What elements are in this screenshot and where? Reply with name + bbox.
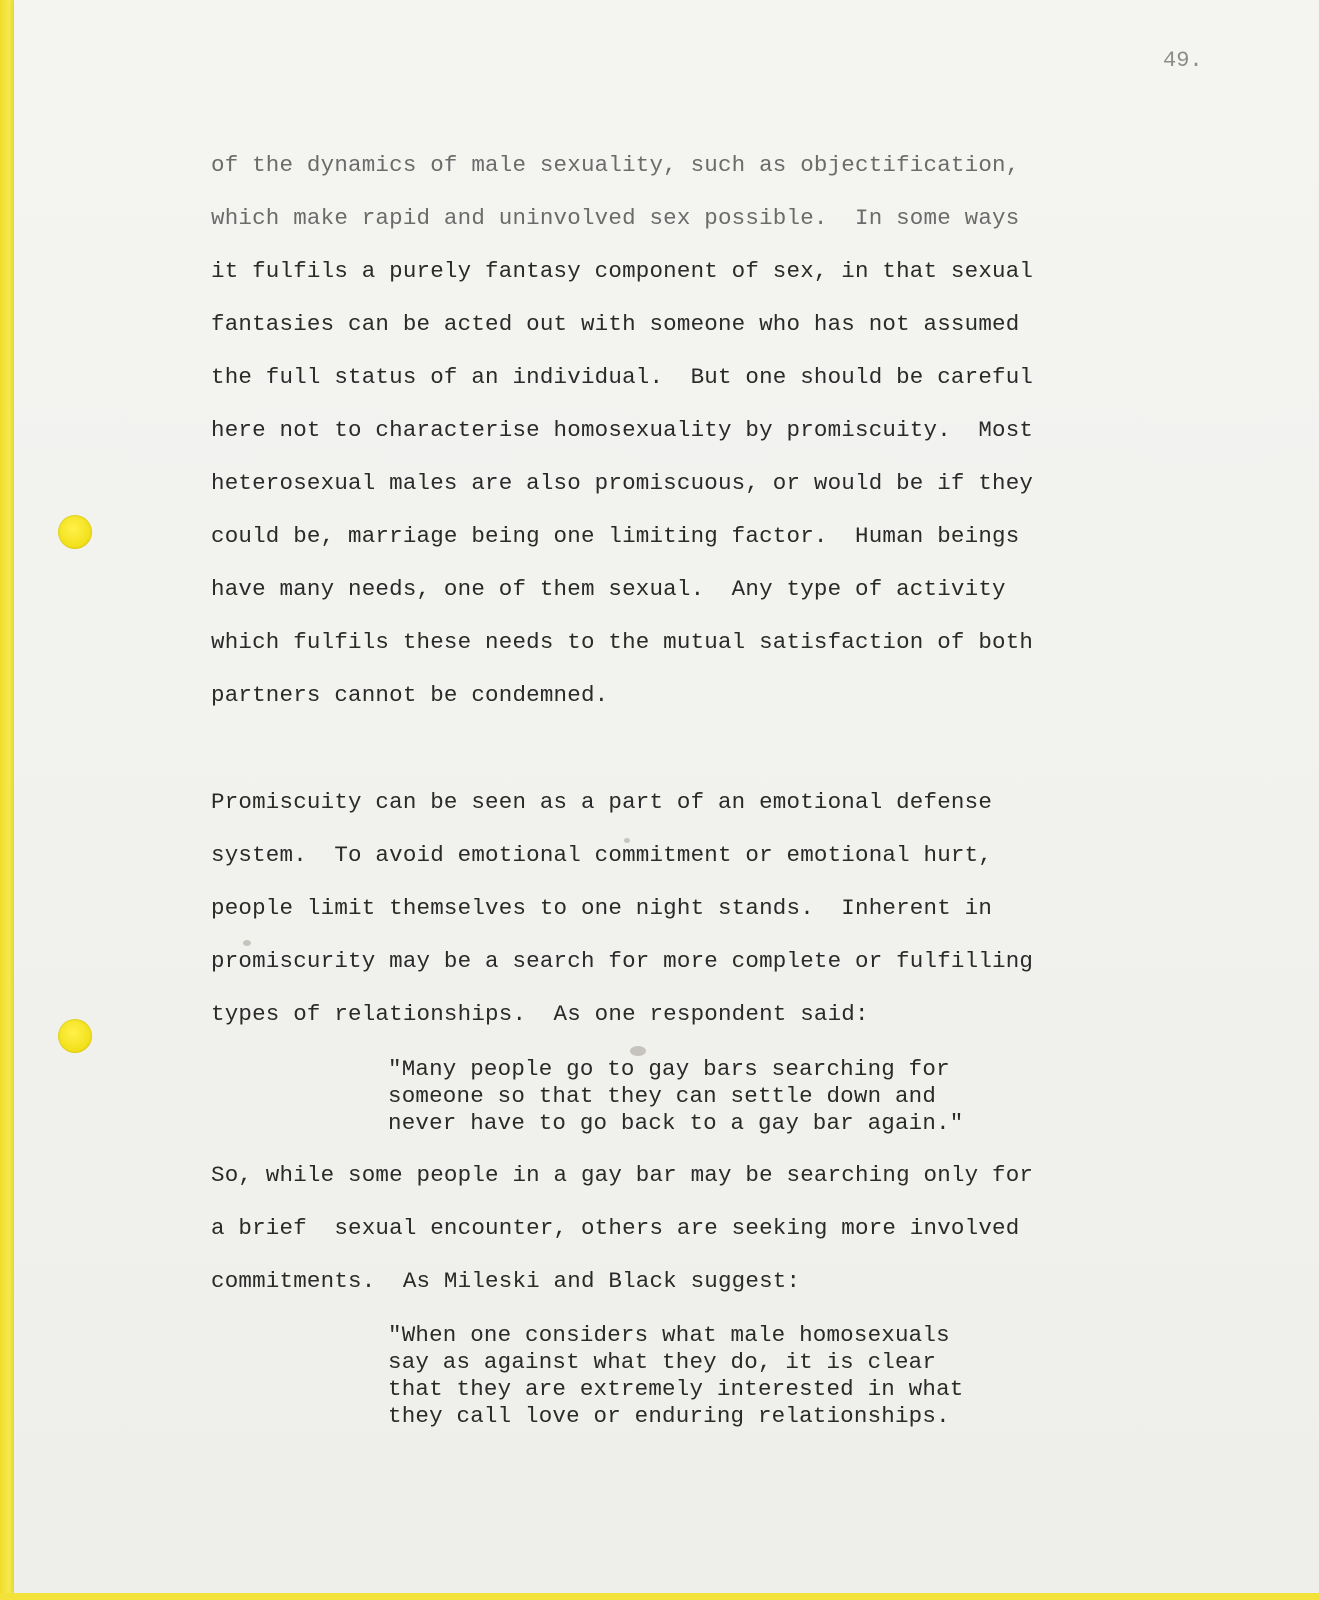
body-line: which make rapid and uninvolved sex possible. In some ways <box>211 205 1020 231</box>
block-quote-line: "Many people go to gay bars searching for <box>388 1056 950 1082</box>
body-line: of the dynamics of male sexuality, such as objectification, <box>211 152 1020 178</box>
body-line: people limit themselves to one night stands. Inherent in <box>211 895 993 921</box>
body-line: commitments. As Mileski and Black suggest: <box>211 1268 801 1294</box>
body-line: types of relationships. As one respondent said: <box>211 1001 869 1027</box>
page-number: 49. <box>1163 48 1203 73</box>
body-line: Promiscuity can be seen as a part of an emotional defense <box>211 789 993 815</box>
block-quote-line: they call love or enduring relationships. <box>388 1403 950 1429</box>
body-line: So, while some people in a gay bar may be searching only for <box>211 1162 1034 1188</box>
body-line: promiscurity may be a search for more complete or fulfilling <box>211 948 1034 974</box>
body-line: a brief sexual encounter, others are seeking more involved <box>211 1215 1020 1241</box>
body-line: have many needs, one of them sexual. Any type of activity <box>211 576 1006 602</box>
body-line: fantasies can be acted out with someone who has not assumed <box>211 311 1020 337</box>
block-quote-line: say as against what they do, it is clear <box>388 1349 937 1375</box>
body-line: partners cannot be condemned. <box>211 682 609 708</box>
block-quote-line: someone so that they can settle down and <box>388 1083 937 1109</box>
body-line: which fulfils these needs to the mutual satisfaction of both <box>211 629 1034 655</box>
body-line: system. To avoid emotional commitment or emotional hurt, <box>211 842 993 868</box>
body-line: could be, marriage being one limiting factor. Human beings <box>211 523 1020 549</box>
body-line: here not to characterise homosexuality by promiscuity. Most <box>211 417 1034 443</box>
block-quote-line: that they are extremely interested in what <box>388 1376 964 1402</box>
body-line: heterosexual males are also promiscuous, or would be if they <box>211 470 1034 496</box>
block-quote-line: "When one considers what male homosexuals <box>388 1322 950 1348</box>
block-quote-line: never have to go back to a gay bar again." <box>388 1110 964 1136</box>
body-line: it fulfils a purely fantasy component of sex, in that sexual <box>211 258 1034 284</box>
body-line: the full status of an individual. But one should be careful <box>211 364 1034 390</box>
